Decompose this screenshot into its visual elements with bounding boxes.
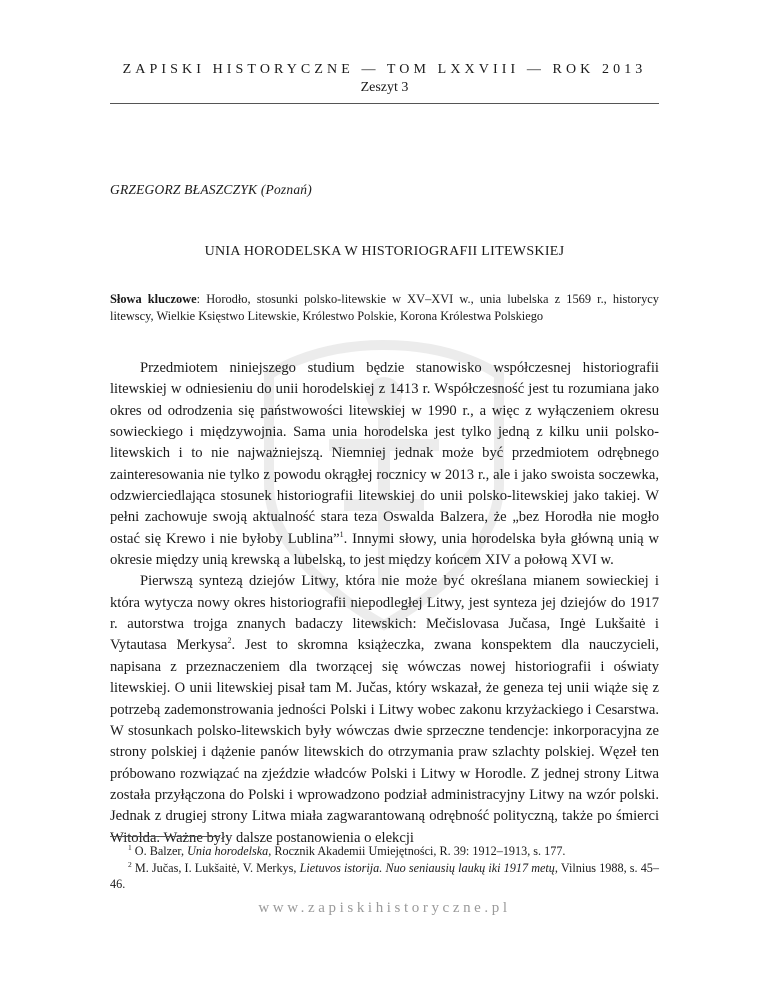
footnote-2-title: Lietuvos istorija. Nuo seniausių laukų iki 1917 metų	[299, 860, 555, 875]
footnote-1-text-cont: , Rocznik Akademii Umiejętności, R. 39: 1912–1913, s. 177.	[268, 844, 566, 858]
author-name: GRZEGORZ BŁASZCZYK (Poznań)	[110, 182, 312, 197]
keywords-label: Słowa kluczowe	[110, 292, 197, 306]
footnote-1	[110, 843, 659, 860]
footnote-1-number: 1	[128, 842, 132, 852]
issue-number: Zeszyt 3	[360, 80, 409, 95]
paragraph-1-text: Przedmiotem niniejszego studium będzie stanowisko współczesnej historiografii litewskiej w odniesieniu do unii horodelskiej z 1413 r. Współczesność jest tu rozumiana jako okres od odrodzenia się państwowości litewskiej w 1990 r., a więc z wyłączeniem okresu sowieckiego i międzywojnia. Sama unia horodelska jest tylko jedną z kilku unii polsko-litewskich i to nie najważniejszą. Niemniej jednak może być przedmiotem odrębnego zainteresowania nie tylko z powodu okrągłej rocznicy w 2013 r., ale i jako swoista soczewka, odzwierciedlająca stosunek historiografii litewskiej do unii polsko-litewskiej jako takiej. W pełni zachowuje swoją aktualność stara teza Oswalda Balzera, że „bez Horodła nie mogło ostać się Krewo i nie byłoby Lublina”	[110, 360, 659, 547]
paragraph-2	[110, 571, 659, 848]
footnote-rule	[110, 836, 220, 837]
header-rule	[110, 103, 659, 104]
footnote-1-text: O. Balzer,	[131, 844, 188, 858]
keywords-text: : Horodło, stosunki polsko-litewskie w XV–XVI w., unia lubelska z 1569 r., historycy litewscy, Wielkie Księstwo Litewskie, Królestwo Polskie, Korona Królestwa Polskiego	[110, 292, 659, 323]
article-body	[110, 358, 659, 849]
footnote-ref-2[interactable]: 2	[227, 636, 232, 646]
footnote-2-number: 2	[128, 859, 132, 869]
paragraph-1	[110, 358, 659, 571]
footnote-1-title: Unia horodelska	[187, 844, 269, 858]
journal-header: ZAPISKI HISTORYCZNE — TOM LXXVIII — ROK 2013	[122, 62, 647, 77]
keywords	[110, 291, 659, 325]
footnote-2-text: M. Jučas, I. Lukšaitė, V. Merkys,	[131, 860, 300, 875]
paragraph-2-text-cont: . Jest to skromna książeczka, zwana konspektem dla nauczycieli, napisana z przeznaczeniem dla tworzącej się wówczas nowej historiografii i oświaty litewskiej. O unii litewskiej pisał tam M. Jučas, który wskazał, że geneza tej unii wiąże się z potrzebą zademonstrowania jedności Polski i Litwy wobec zakonu krzyżackiego i Cesarstwa. W stosunkach polsko-litewskich były wówczas dwie sprzeczne tendencje: inkorporacyjna ze strony polskiej i dążenie panów litewskich do otrzymania praw szlachty polskiej. Węzeł ten próbowano rozwiązać na zjeździe władców Polski i Litwy w Horodle. Z jednej strony Litwa została przyłączona do Polski i wprowadzono podział administracyjny Litwy na wzór polski. Jednak z drugiej strony Litwa miała zagwarantowaną odrębność polityczną, także po śmierci Witolda. Ważne były dalsze postanowienia o elekcji	[110, 637, 660, 846]
website-link[interactable]: www.zapiskihistoryczne.pl	[258, 900, 511, 916]
article-title: UNIA HORODELSKA W HISTORIOGRAFII LITEWSKIEJ	[204, 244, 565, 259]
footnote-ref-1[interactable]: 1	[339, 529, 344, 539]
footnote-2	[110, 860, 659, 893]
footnotes	[110, 843, 659, 893]
footnote-2-text-cont: , Vilnius 1988, s. 45–46.	[110, 860, 659, 892]
paragraph-1-text-cont: . Innymi słowy, unia horodelska była główną unią w okresie między unią krewską a lubelską, to jest między końcem XIV a połową XVI w.	[110, 530, 659, 569]
paragraph-2-text: Pierwszą syntezą dziejów Litwy, która nie może być określana mianem sowieckiej i która wytycza nowy okres historiografii niepodległej Litwy, jest synteza jej dziejów do 1917 r. autorstwa trojga znanych badaczy litewskich: Mečislovasa Jučasa, Ingė Lukšaitė i Vytautasa Merkysa	[110, 573, 659, 654]
